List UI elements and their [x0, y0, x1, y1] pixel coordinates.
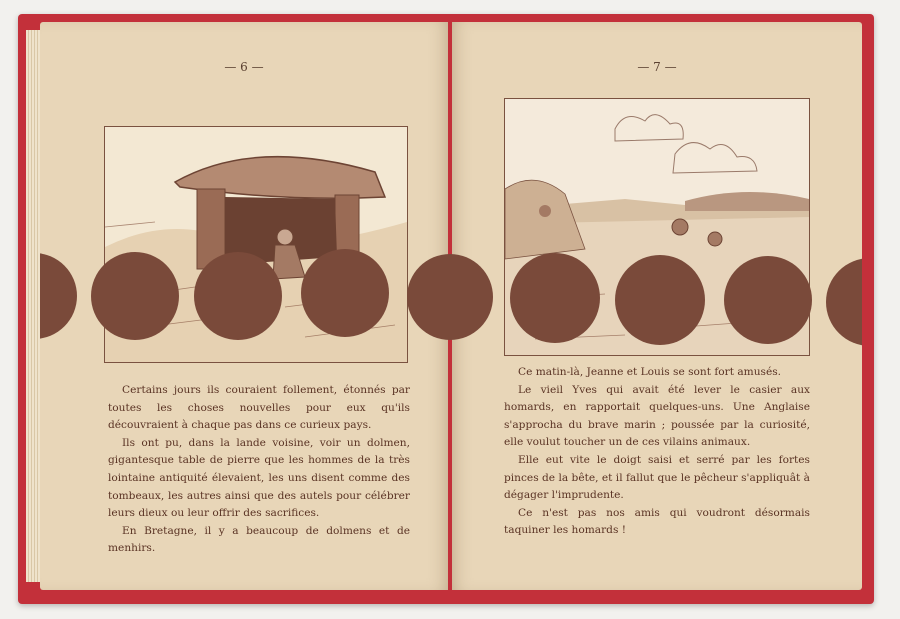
seashore-illustration [504, 98, 810, 356]
paragraph: Ce matin-là, Jeanne et Louis se sont fort amusés. [518, 366, 782, 378]
paragraph: Ils ont pu, dans la lande voisine, voir un dolmen, gigantesque table de pierre que les hommes de la très lointaine antiquité élevaient, les uns disent comme des tombeaux, les autres ainsi que des autels pour célébrer leurs dieux ou leur offrir des sacrifices. [108, 436, 410, 520]
paragraph: En Bretagne, il y a beaucoup de dolmens et de menhirs. [108, 524, 410, 555]
right-page [452, 22, 862, 590]
paragraph: Elle eut vite le doigt saisi et serré par les fortes pinces de la bête, et il fallut que le pêcheur s'appliquât à dégager l'imprudente. [504, 453, 810, 502]
page-number: — 7 — [637, 60, 677, 74]
page-edges [26, 30, 40, 582]
dolmen-illustration [104, 126, 408, 363]
paragraph: Le vieil Yves qui avait été lever le casier aux homards, en rapportait quelques-uns. Une Anglaise s'approcha du brave marin ; poussée par la curiosité, elle voulut toucher un de ces vilains animaux. [504, 383, 810, 449]
left-page-text [108, 382, 410, 558]
left-page [40, 22, 448, 590]
page-number: — 6 — [224, 60, 264, 74]
right-page-text [504, 364, 810, 540]
paragraph: Ce n'est pas nos amis qui voudront désormais taquiner les homards ! [504, 506, 810, 537]
paragraph: Certains jours ils couraient follement, étonnés par toutes les choses nouvelles pour eux qu'ils découvraient à chaque pas dans ce curieux pays. [108, 384, 410, 432]
